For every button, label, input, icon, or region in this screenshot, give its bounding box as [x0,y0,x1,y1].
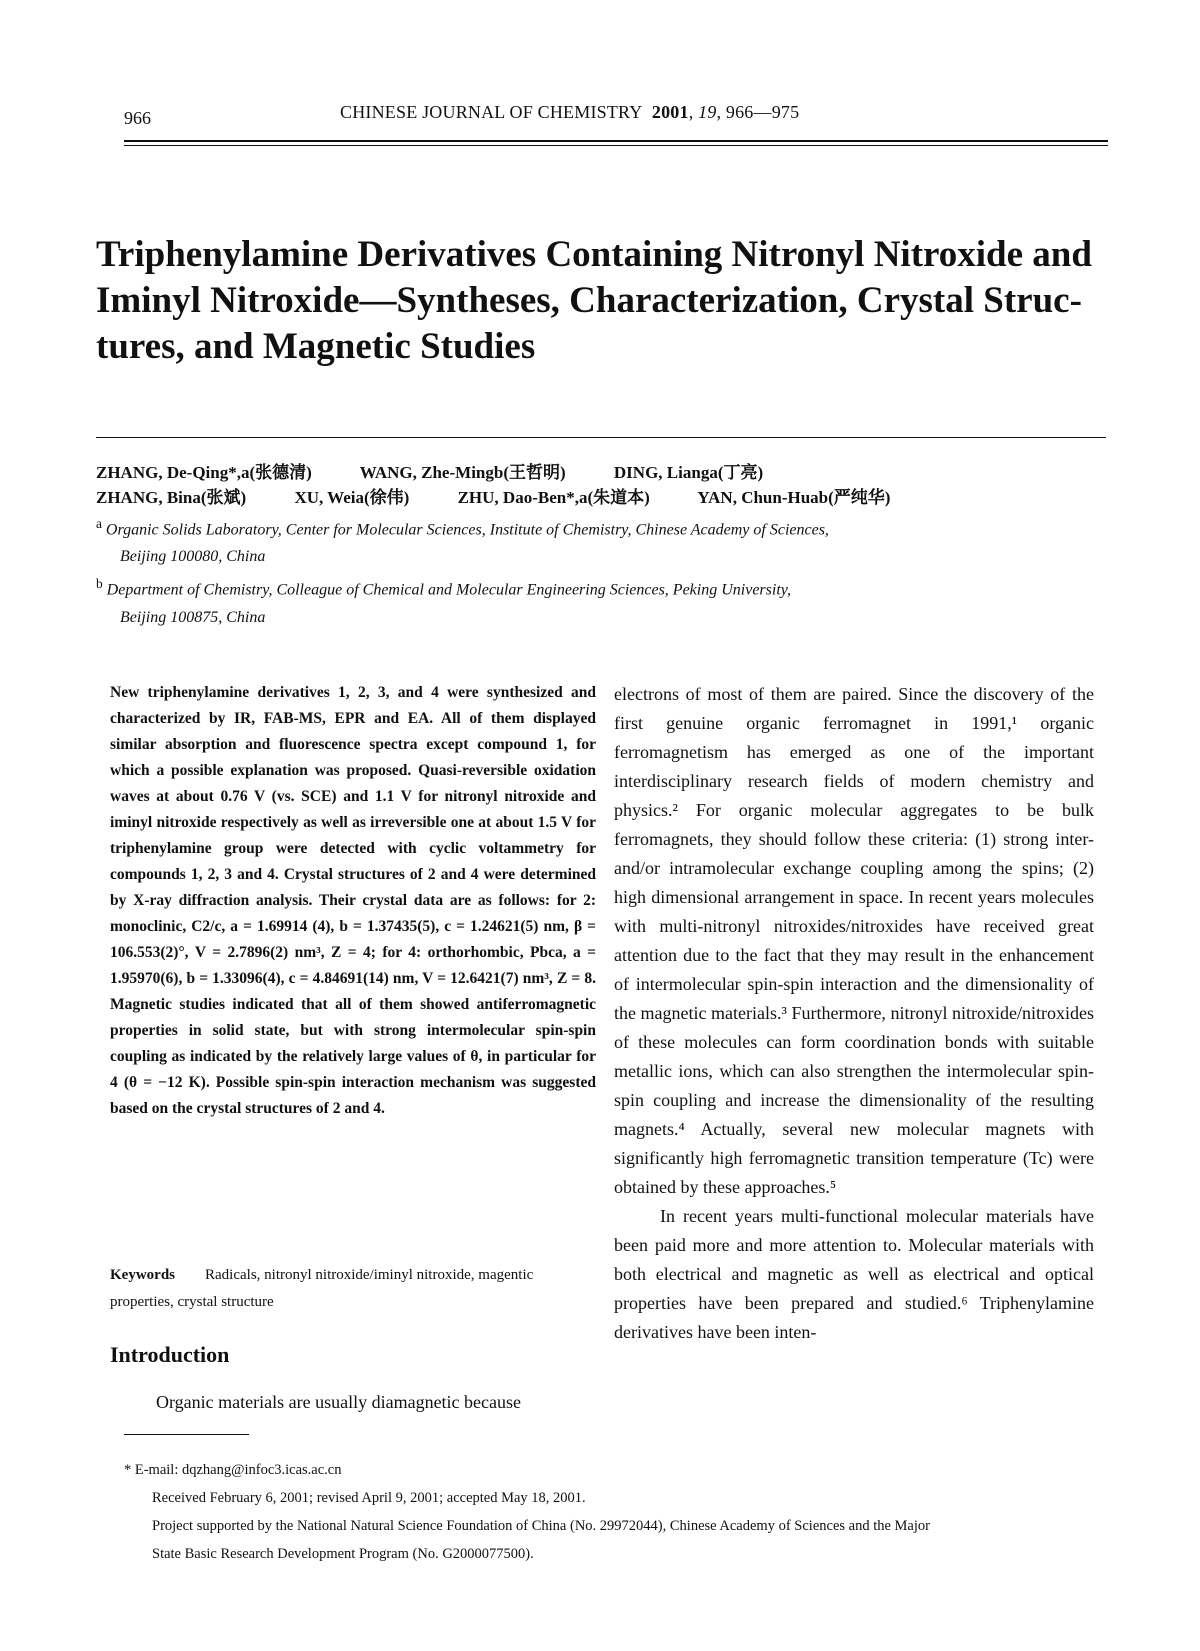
author-name: XU, Weia(徐伟) [294,488,410,507]
section-heading-introduction: Introduction [110,1342,230,1367]
footnote-rule [124,1434,249,1435]
author-name: DING, Lianga(丁亮) [613,463,764,482]
footnote-funding: State Basic Research Development Program (No. G2000077500). [152,1546,534,1562]
right-column [614,680,1094,1347]
abstract: New triphenylamine derivatives 1, 2, 3, and 4 were synthesized and characterized by IR, FAB-MS, EPR and EA. All of them displayed similar absorption and fluorescence spectra except compound 1, for which a possible explanation was proposed. Quasi-reversible oxidation waves at about 0.76 V (vs. SCE) and 1.1 V for nitronyl nitroxide and iminyl nitroxide respectively as well as irreversible one at about 1.5 V for triphenylamine group were detected with cyclic voltammetry for compounds 1, 2, 3 and 4. Crystal structures of 2 and 4 were determined by X-ray diffraction analysis. Their crystal data are as follows: for 2: monoclinic, C2/c, a = 1.69914 (4), b = 1.37435(5), c = 1.24621(5) nm, β = 106.553(2)°, V = 2.7896(2) nm³, Z = 4; for 4: orthorhombic, Pbca, a = 1.95970(6), b = 1.33096(4), c = 4.84691(14) nm, V = 12.6421(7) nm³, Z = 8. Magnetic studies indicated that all of them showed antiferromagnetic properties in solid state, but with strong intermolecular spin-spin coupling as indicated by the relatively large values of θ, in particular for 4 (θ = −12 K). Possible spin-spin interaction mechanism was suggested based on the crystal structures of 2 and 4. [110,684,596,1117]
paragraph: In recent years multi-functional molecular materials have been paid more and more attention to. Molecular materials with both electrical and magnetic as well as electrical and optical properties have been prepared and studied.⁶ Triphenylamine derivatives have been inten- [614,1206,1094,1342]
running-head [0,100,1200,130]
author-name: ZHANG, De-Qing*,a(张德清) [96,463,312,482]
affiliation-b: $^b$ Department of Chemistry, Colleague of Chemical and Molecular Engineering Sciences, Peking University, Beijing 100875, China [96,570,1126,630]
page-number: 966 [124,108,151,128]
footnote-received: Received February 6, 2001; revised April 9, 2001; accepted May 18, 2001. [152,1490,586,1506]
title-line: tures, and Magnetic Studies [96,326,536,367]
affiliation-a: $^a$ Organic Solids Laboratory, Center for Molecular Sciences, Institute of Chemistry, Chinese Academy of Sciences, Beijing 100080, China [96,510,1126,570]
journal-volume: 19 [698,102,717,122]
footnote-funding: Project supported by the National Natural Science Foundation of China (No. 29972044), Chinese Academy of Sciences and the Major [152,1518,930,1534]
paragraph: electrons of most of them are paired. Since the discovery of the first genuine organic ferromagnet in 1991,¹ organic ferromagnetism has emerged as one of the important interdisciplinary research fields of modern chemistry and physics.² For organic molecular aggregates to be bulk ferromagnets, they should follow these criteria: (1) strong inter- and/or intramolecular exchange coupling among the spins; (2) high dimensional arrangement in space. In recent years molecules with multi-nitronyl nitroxides/nitroxides have received great attention due to the fact that they may result in the enhancement of intermolecular spin-spin interaction and the dimensionality of the magnetic materials.³ Furthermore, nitronyl nitroxide/nitroxides of these molecules can form coordination bonds with suitable metallic ions, which can also strengthen the intermolecular spin-spin coupling and increase the dimensionality of the resulting magnets.⁴ Actually, several new molecular magnets with significantly high ferromagnetic transition temperature (Tc) were obtained by these approaches.⁵ [614,684,1094,1197]
affiliation-text: Organic Solids Laboratory, Center for Molecular Sciences, Institute of Chemistry, Chinese Academy of Sciences, [105,521,829,539]
keywords-label: Keywords [110,1267,175,1283]
affiliation-text: Beijing 100080, China [120,548,266,566]
title-line: Iminyl Nitroxide—Syntheses, Characterization, Crystal Struc- [96,280,1082,321]
affiliation-text: Beijing 100875, China [120,608,266,626]
keywords [110,1262,596,1316]
journal-citation: CHINESE JOURNAL OF CHEMISTRY 2001, 19, 966—975 [340,102,800,122]
header-rule-thick [124,140,1108,142]
footnotes [124,1456,1124,1568]
introduction-text-left: Organic materials are usually diamagnetic because [156,1392,522,1412]
paper-title [96,232,1116,370]
author-name: ZHU, Dao-Ben*,a(朱道本) [457,488,650,507]
author-block [96,460,1126,631]
author-rule [96,437,1106,438]
footnote-email: * E-mail: dqzhang@infoc3.icas.ac.cn [124,1462,342,1478]
journal-pages: 966—975 [725,102,800,122]
journal-name: CHINESE JOURNAL OF CHEMISTRY [340,102,643,122]
header-rule-thin [124,145,1108,146]
author-row [96,460,1126,485]
title-line: Triphenylamine Derivatives Containing Nitronyl Nitroxide and [96,234,1092,275]
author-row [96,485,1126,510]
author-name: ZHANG, Bina(张斌) [96,488,247,507]
affiliation-text: Department of Chemistry, Colleague of Chemical and Molecular Engineering Sciences, Peking University, [106,581,791,599]
keywords-text: Radicals, nitronyl nitroxide/iminyl nitroxide, magentic properties, crystal structure [110,1267,534,1310]
author-name: WANG, Zhe-Mingb(王哲明) [359,463,566,482]
journal-year: 2001 [651,102,689,122]
author-name: YAN, Chun-Huab(严纯华) [697,488,891,507]
